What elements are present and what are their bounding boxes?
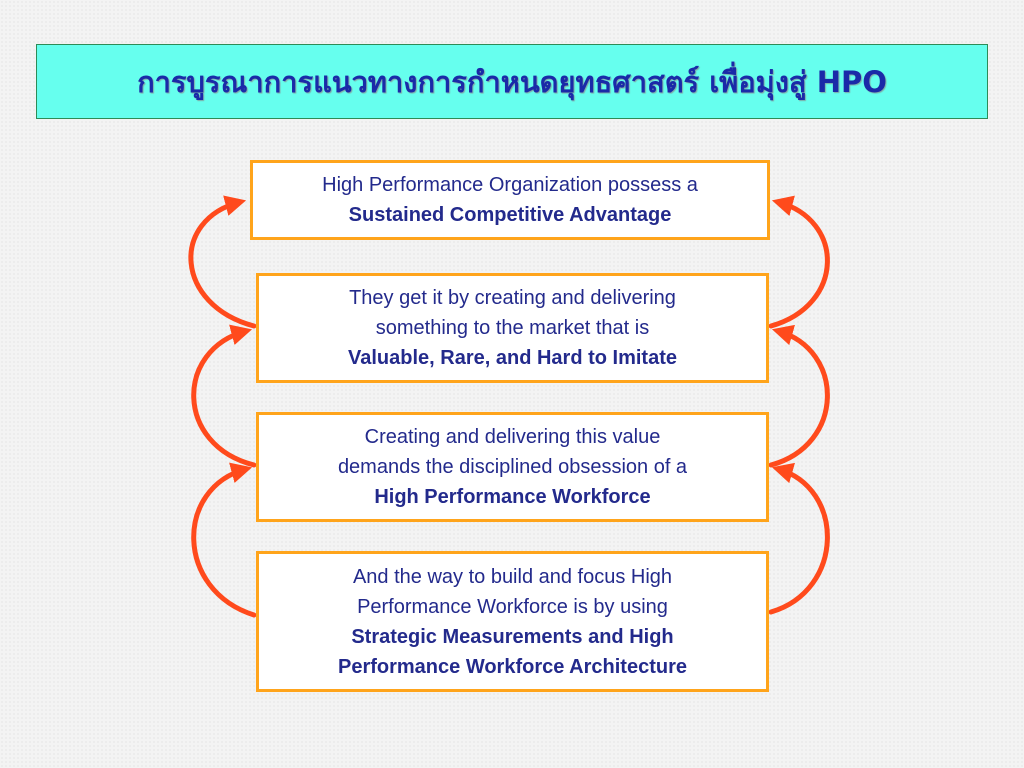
box-strategic-measurements (256, 551, 769, 692)
box-text: They get it by creating and delivering something to the market that is (349, 287, 676, 339)
left-arrow-3-to-2 (194, 331, 254, 465)
page-title: การบูรณาการแนวทางการกำหนดยุทธศาสตร์ เพื่อมุ่งสู่ HPO (137, 64, 887, 99)
box-competitive-advantage (250, 160, 770, 240)
box-text: And the way to build and focus High Performance Workforce is by using (352, 565, 673, 618)
box-text: Creating and delivering this value demands the disciplined obsession of a (337, 426, 688, 478)
box-emphasis: High Performance Workforce (374, 486, 651, 508)
right-arrow-4-to-3 (771, 469, 827, 612)
right-arrow-2-to-1 (771, 202, 827, 326)
box-workforce (256, 412, 769, 522)
box-emphasis: Valuable, Rare, and Hard to Imitate (348, 347, 677, 369)
right-arrow-3-to-2 (771, 331, 827, 465)
box-emphasis: Strategic Measurements and High Performance Workforce Architecture (337, 625, 687, 678)
title-banner (36, 44, 988, 119)
left-arrow-2-to-1 (191, 202, 254, 326)
box-emphasis: Sustained Competitive Advantage (348, 204, 672, 226)
box-text: High Performance Organization possess a (322, 174, 698, 196)
left-arrow-4-to-3 (194, 469, 254, 615)
box-valuable-rare (256, 273, 769, 383)
